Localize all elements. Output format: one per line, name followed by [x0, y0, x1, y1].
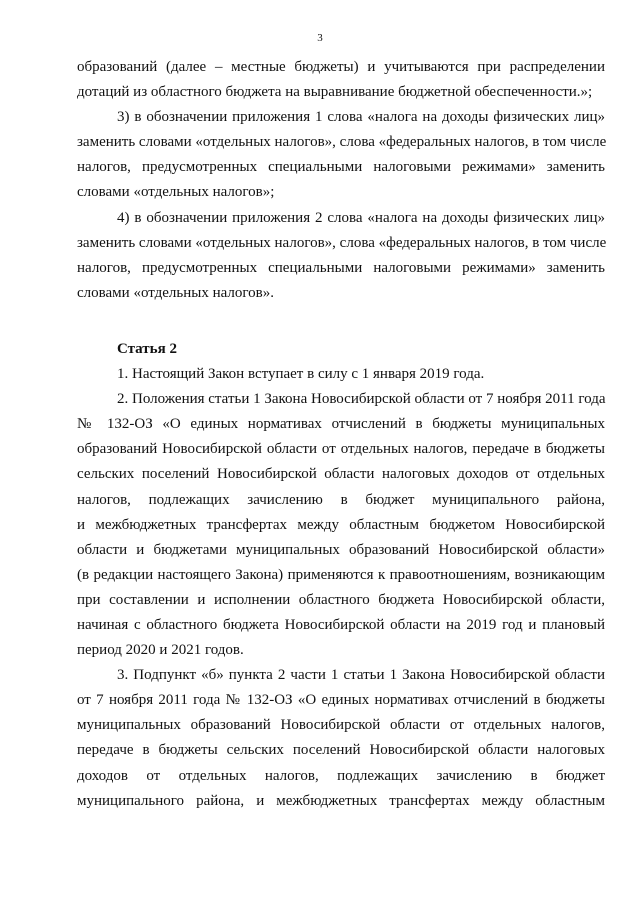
text-line: передаче в бюджеты сельских поселений Новосибирской области налоговых [77, 742, 605, 759]
text-line: заменить словами «отдельных налогов», слова «федеральных налогов, в том числе [77, 234, 607, 251]
text-line: № 132-ОЗ «О единых нормативах отчислений в бюджеты муниципальных [77, 416, 605, 433]
text-line: заменить словами «отдельных налогов», слова «федеральных налогов, в том числе [77, 134, 607, 151]
text-line: области и бюджетами муниципальных образований Новосибирской области» [77, 541, 605, 558]
text-line: налогов, подлежащих зачислению в бюджет муниципального района, [77, 491, 605, 508]
text-line: (в редакции настоящего Закона) применяются к правоотношениям, возникающим [77, 566, 605, 583]
document-body [77, 55, 605, 814]
text-line: словами «отдельных налогов»; [77, 184, 275, 201]
text-line: и межбюджетных трансфертах между областным бюджетом Новосибирской [77, 516, 605, 533]
text-line: налогов, предусмотренных специальными налоговыми режимами» заменить [77, 259, 605, 276]
text-line: 3. Подпункт «б» пункта 2 части 1 статьи 1 Закона Новосибирской области [117, 667, 605, 684]
paragraph [77, 105, 605, 205]
paragraph [77, 663, 605, 814]
text-line: от 7 ноября 2011 года № 132-ОЗ «О единых нормативах отчислений в бюджеты [77, 692, 605, 709]
text-line: период 2020 и 2021 годов. [77, 642, 244, 659]
text-line: 1. Настоящий Закон вступает в силу с 1 января 2019 года. [117, 366, 485, 383]
text-line: образований Новосибирской области от отдельных налогов, передаче в бюджеты [77, 441, 605, 458]
paragraph [77, 206, 605, 306]
text-line: образований (далее – местные бюджеты) и учитываются при распределении [77, 59, 605, 75]
text-line: начиная с областного бюджета Новосибирской области на 2019 год и плановый [77, 616, 605, 633]
text-line: муниципального района, и межбюджетных трансфертах между областным [77, 792, 605, 809]
text-line: муниципальных образований Новосибирской области от отдельных налогов, [77, 717, 605, 734]
text-line: при составлении и исполнении областного бюджета Новосибирской области, [77, 591, 605, 608]
section-gap [77, 306, 605, 337]
text-line: 2. Положения статьи 1 Закона Новосибирской области от 7 ноября 2011 года [117, 391, 606, 408]
text-line: сельских поселений Новосибирской области налоговых доходов от отдельных [77, 466, 605, 483]
text-line: 3) в обозначении приложения 1 слова «налога на доходы физических лиц» [117, 109, 605, 126]
paragraph [77, 387, 605, 663]
paragraph [77, 55, 605, 105]
article-heading: Статья 2 [117, 340, 177, 357]
text-line: словами «отдельных налогов». [77, 284, 274, 301]
page-number: 3 [317, 32, 323, 44]
text-line: доходов от отдельных налогов, подлежащих зачислению в бюджет [77, 767, 605, 784]
text-line: дотаций из областного бюджета на выравнивание бюджетной обеспеченности.»; [77, 84, 593, 101]
text-line: налогов, предусмотренных специальными налоговыми режимами» заменить [77, 159, 605, 176]
text-line: 4) в обозначении приложения 2 слова «налога на доходы физических лиц» [117, 209, 605, 226]
paragraph [77, 362, 605, 387]
